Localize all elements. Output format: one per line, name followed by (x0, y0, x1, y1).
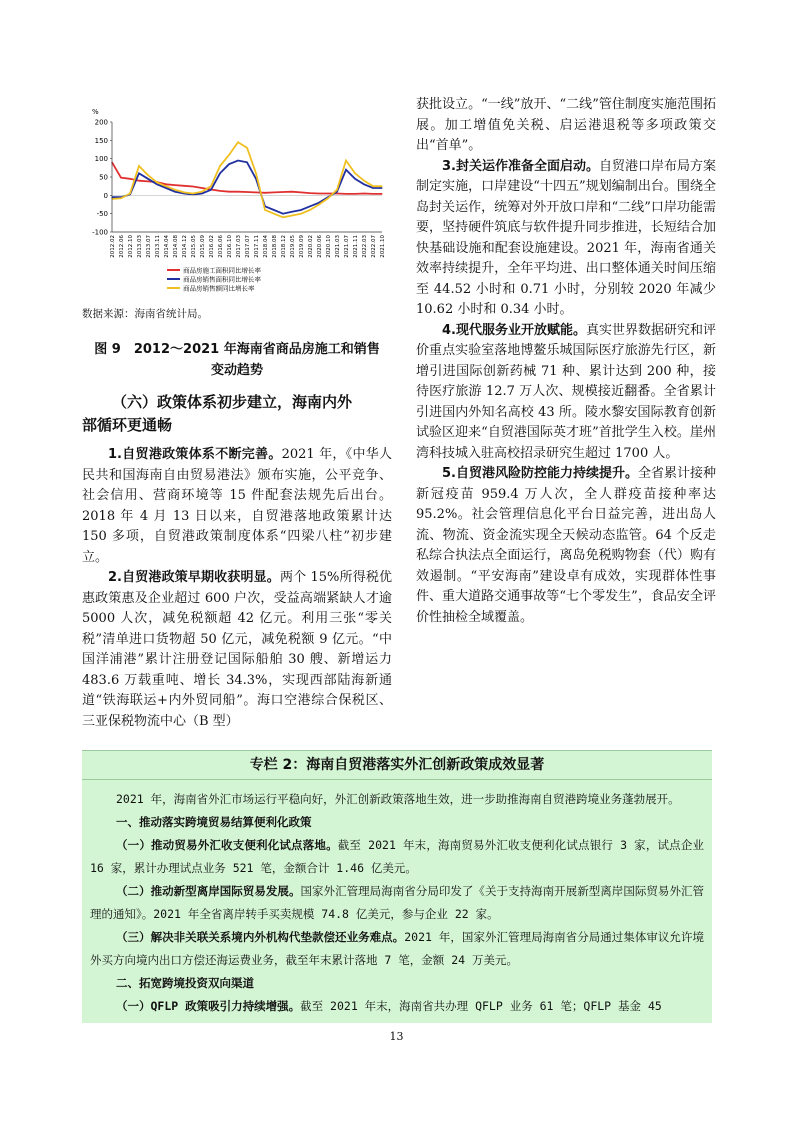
y-tick-label: 200 (94, 118, 108, 127)
info-box-item-1 (90, 834, 704, 880)
legend-entry: 商品房销售面积同比增长率 (183, 275, 261, 284)
x-tick-label: 2012.02 (110, 235, 116, 258)
info-box-item-4-text: 截至 2021 年末，海南省共办理 QFLP 业务 61 笔；QFLP 基金 45 (300, 999, 662, 1013)
x-tick-label: 2017.03 (236, 235, 242, 258)
data-point (228, 164, 229, 165)
y-tick-label: 50 (99, 173, 108, 182)
data-point (228, 191, 229, 192)
data-point (300, 192, 301, 193)
series-line (112, 161, 382, 214)
info-box-item-1-text: 截至 2021 年末，海南贸易外汇收支便利化试点银行 3 家，试点企业 16 家，累计办理试点业务 521 笔，金额合计 1.46 亿美元。 (90, 838, 705, 875)
x-tick-label: 2021.03 (335, 235, 341, 258)
data-point (327, 198, 328, 199)
data-point (273, 213, 274, 214)
info-box-item-2-lead: （二）推动新型离岸国际贸易发展。 (116, 884, 301, 898)
y-tick-label: 150 (94, 136, 108, 145)
data-point (291, 191, 292, 192)
left-body (82, 445, 392, 732)
paragraph-2-text: 两个 15%所得税优惠政策惠及企业超过 600 户次，受益高端紧缺人才逾 5000 人次，减免税额超 42 亿元。利用三张“零关税”清单进口货物超 50 亿元，减免税额 9 亿元。“中国洋浦港”累计注册登记国际船舶 30 艘、新增运力 483.6 万载重吨、增长 34.3%，实现西部陆海新通道“铁海联运+内外贸同船”。海口空港综合保税区、三亚保税物流中心（B 型） (82, 570, 393, 729)
section-title-line1: （六）政策体系初步建立，海南内外 (112, 393, 353, 411)
data-point (363, 184, 364, 185)
data-point (291, 211, 292, 212)
data-point (156, 184, 157, 185)
figure-caption (82, 339, 392, 381)
data-point (174, 189, 175, 190)
data-point (255, 192, 256, 193)
x-tick-label: 2019.09 (299, 235, 305, 258)
data-point (219, 165, 220, 166)
legend-entry: 商品房施工面积同比增长率 (183, 266, 261, 275)
data-point (129, 193, 130, 194)
data-point (165, 187, 166, 188)
data-point (372, 186, 373, 187)
x-tick-label: 2014.04 (164, 235, 170, 258)
y-tick-label: -50 (96, 210, 108, 219)
y-tick-label: 0 (103, 191, 108, 200)
paragraph-5-lead: 5.自贸港风险防控能力持续提升。 (442, 466, 638, 481)
paragraph-5 (416, 464, 716, 628)
data-point (300, 209, 301, 210)
data-point (138, 180, 139, 181)
data-point (174, 184, 175, 185)
x-tick-label: 2016.02 (209, 235, 215, 258)
data-point (336, 189, 337, 190)
paragraph-3-text: 自贸港口岸布局方案制定实施，口岸建设“十四五”规划编制出台。围绕全岛封关运作，统筹对外开放口岸和“二线”口岸功能需要，坚持硬件筑底与软件提升同步推进，长短结合加快基础设施和配套设施建设。2021 年，海南省通关效率持续提升，全年平均进、出口整体通关时间压缩至 44.52 小时和 0.71 小时，分别较 2020 年减少 10.62 小时和 0.34 小时。 (416, 158, 716, 317)
info-box-item-1-lead: （一）推动贸易外汇收支便利化试点落地。 (116, 838, 338, 852)
data-point (354, 173, 355, 174)
paragraph-4-lead: 4.现代服务业开放赋能。 (442, 322, 586, 338)
data-point (264, 209, 265, 210)
figure-caption-line2: 变动趋势 (210, 363, 263, 378)
x-tick-label: 2014.12 (182, 235, 188, 258)
data-point (282, 213, 283, 214)
paragraph-2-lead: 2.自贸港政策早期收获明显。 (108, 570, 280, 585)
data-point (354, 178, 355, 179)
info-box-item-2-text: 国家外汇管理局海南省分局印发了《关于支持海南开展新型离岸国际贸易外汇管理的通知》。2021 年全省离岸转手买卖规模 74.8 亿美元，参与企业 22 家。 (90, 884, 705, 921)
data-point (273, 209, 274, 210)
paragraph-3-lead: 3.封关运作准备全面启动。 (442, 158, 599, 174)
x-tick-label: 2018.08 (272, 235, 278, 258)
data-point (147, 181, 148, 182)
data-point (273, 192, 274, 193)
paragraph-4 (416, 321, 716, 465)
data-point (147, 178, 148, 179)
paragraph-1 (82, 445, 392, 568)
x-tick-label: 2020.10 (326, 235, 332, 258)
x-tick-label: 2015.09 (200, 235, 206, 258)
x-tick-label: 2015.05 (191, 235, 197, 258)
info-box-item-3 (90, 926, 704, 972)
data-point (381, 186, 382, 187)
data-point (219, 173, 220, 174)
data-point (381, 193, 382, 194)
data-point (363, 193, 364, 194)
x-tick-label: 2020.02 (308, 235, 314, 258)
x-tick-label: 2019.05 (290, 235, 296, 258)
data-point (183, 192, 184, 193)
data-point (318, 202, 319, 203)
left-column (82, 100, 392, 732)
data-point (237, 142, 238, 143)
data-point (291, 215, 292, 216)
info-box-item-4-lead: （一）QFLP 政策吸引力持续增强。 (116, 999, 301, 1013)
info-box-item-3-text: 2021 年，国家外汇管理局海南省分局通过集体审议允许境外买方向境内出口方偿还海运费业务，截至年末累计落地 7 笔，金额 24 万美元。 (90, 930, 704, 967)
data-point (129, 178, 130, 179)
x-tick-label: 2013.11 (155, 235, 161, 258)
paragraph-4-text: 真实世界数据研究和评价重点实验室落地博鳌乐城国际医疗旅游先行区，新增引进国际创新药械 71 种、累计达到 200 种，接待医疗旅游 12.7 万人次、规模接近翻番。全省累计引进国内外知名高校 43 所。陵水黎安国际教育创新试验区迎来“自贸港国际英才班”首批学生入校。崖州湾科技城入驻高校招录研究生超过 1700 人。 (416, 322, 716, 461)
info-box-item-2 (90, 880, 704, 926)
info-box-item-3-lead: （三）解决非关联关系境内外机构代垫款偿还业务难点。 (116, 930, 405, 944)
data-point (237, 160, 238, 161)
x-tick-label: 2018.04 (263, 235, 269, 258)
info-box (82, 750, 712, 1023)
data-point (165, 184, 166, 185)
x-tick-label: 2012.10 (128, 235, 134, 258)
figure-caption-line1: 图 9 2012～2021 年海南省商品房施工和销售 (94, 342, 380, 357)
paragraph-5-text: 全省累计接种新冠疫苗 959.4 万人次，全人群疫苗接种率达 95.2%。社会管理信息化平台日益完善，进出岛人流、物流、资金流实现全天候动态监管。64 个反走私综合执法点全面运行，离岛免税购物套（代）购有效遏制。“平安海南”建设卓有成效，实现群体性事件、重大道路交通事故等“七个零发生”，食品安全评价性抽检全域覆盖。 (416, 466, 716, 625)
x-tick-label: 2013.07 (146, 235, 152, 258)
y-tick-label: 100 (94, 155, 108, 164)
chart-source: 数据来源：海南省统计局。 (82, 308, 208, 320)
section-title-line2: 部循环更通畅 (82, 416, 173, 434)
data-point (183, 185, 184, 186)
data-point (192, 186, 193, 187)
data-point (255, 173, 256, 174)
data-point (228, 154, 229, 155)
data-point (138, 173, 139, 174)
data-point (318, 204, 319, 205)
paragraph-3 (416, 157, 716, 321)
x-tick-label: 2020.06 (317, 235, 323, 258)
data-point (201, 187, 202, 188)
data-point (201, 191, 202, 192)
paragraph-1-text: 2021 年，《中华人民共和国海南自由贸易港法》颁布实施，公平竞争、社会信用、营商环境等 15 件配套法规先后出台。2018 年 4 月 13 日以来，自贸港落地政策累计达 150 多项，自贸港政策制度体系“四梁八柱”初步建立。 (82, 447, 392, 565)
data-point (210, 186, 211, 187)
line-chart (82, 100, 392, 300)
data-point (309, 209, 310, 210)
x-tick-label: 2022.03 (362, 235, 368, 258)
data-point (237, 191, 238, 192)
x-tick-label: 2016.10 (227, 235, 233, 258)
legend-entry: 商品房销售额同比增长率 (183, 284, 255, 293)
info-box-heading-1: 一、推动落实跨境贸易结算便利化政策 (116, 815, 312, 829)
data-point (120, 177, 121, 178)
data-point (309, 193, 310, 194)
right-column (416, 95, 716, 628)
data-point (156, 182, 157, 183)
x-tick-label: 2012.06 (119, 235, 125, 258)
data-point (318, 193, 319, 194)
data-point (174, 191, 175, 192)
data-point (345, 160, 346, 161)
y-tick-label: -100 (92, 228, 108, 237)
data-point (372, 193, 373, 194)
data-point (345, 193, 346, 194)
data-point (201, 193, 202, 194)
paragraph-2 (82, 568, 392, 732)
info-box-heading-2: 二、拓宽跨境投资双向渠道 (116, 976, 254, 990)
x-tick-label: 2016.06 (218, 235, 224, 258)
info-box-intro: 2021 年，海南省外汇市场运行平稳向好，外汇创新政策落地生效，进一步助推海南自贸港跨境业务蓬勃展开。 (116, 792, 680, 806)
data-point (165, 186, 166, 187)
x-tick-label: 2018.12 (281, 235, 287, 258)
data-point (192, 193, 193, 194)
paragraph-2-continued: 获批设立。“一线”放开、“二线”管住制度实施范围拓展。加工增值免关税、启运港退税等多项政策交出“首单”。 (416, 97, 716, 153)
data-point (264, 192, 265, 193)
data-point (282, 191, 283, 192)
info-box-title: 专栏 2：海南自贸港落实外汇创新政策成效显著 (82, 751, 712, 780)
data-point (345, 169, 346, 170)
data-point (282, 217, 283, 218)
data-point (354, 193, 355, 194)
x-tick-label: 2017.07 (245, 235, 251, 258)
x-tick-label: 2021.11 (353, 235, 359, 258)
page-number: 13 (389, 1030, 404, 1043)
data-point (219, 190, 220, 191)
info-box-item-4 (90, 995, 704, 1018)
data-point (309, 206, 310, 207)
data-point (300, 213, 301, 214)
x-tick-label: 2013.03 (137, 235, 143, 258)
data-point (372, 187, 373, 188)
data-point (138, 165, 139, 166)
data-point (336, 193, 337, 194)
data-point (363, 180, 364, 181)
x-tick-label: 2017.11 (254, 235, 260, 258)
info-box-body (82, 780, 712, 1018)
data-point (120, 198, 121, 199)
data-point (246, 191, 247, 192)
data-point (381, 187, 382, 188)
data-point (327, 193, 328, 194)
data-point (147, 175, 148, 176)
x-tick-label: 2022.07 (371, 235, 377, 258)
x-tick-label: 2021.07 (344, 235, 350, 258)
data-point (246, 162, 247, 163)
paragraph-1-lead: 1.自贸港政策体系不断完善。 (108, 447, 282, 462)
data-point (210, 189, 211, 190)
x-tick-label: 2014.08 (173, 235, 179, 258)
data-point (246, 147, 247, 148)
chart-svg (82, 100, 392, 300)
y-axis-label: % (92, 108, 99, 116)
x-tick-label: 2021.10 (380, 235, 386, 258)
section-title (82, 391, 392, 437)
